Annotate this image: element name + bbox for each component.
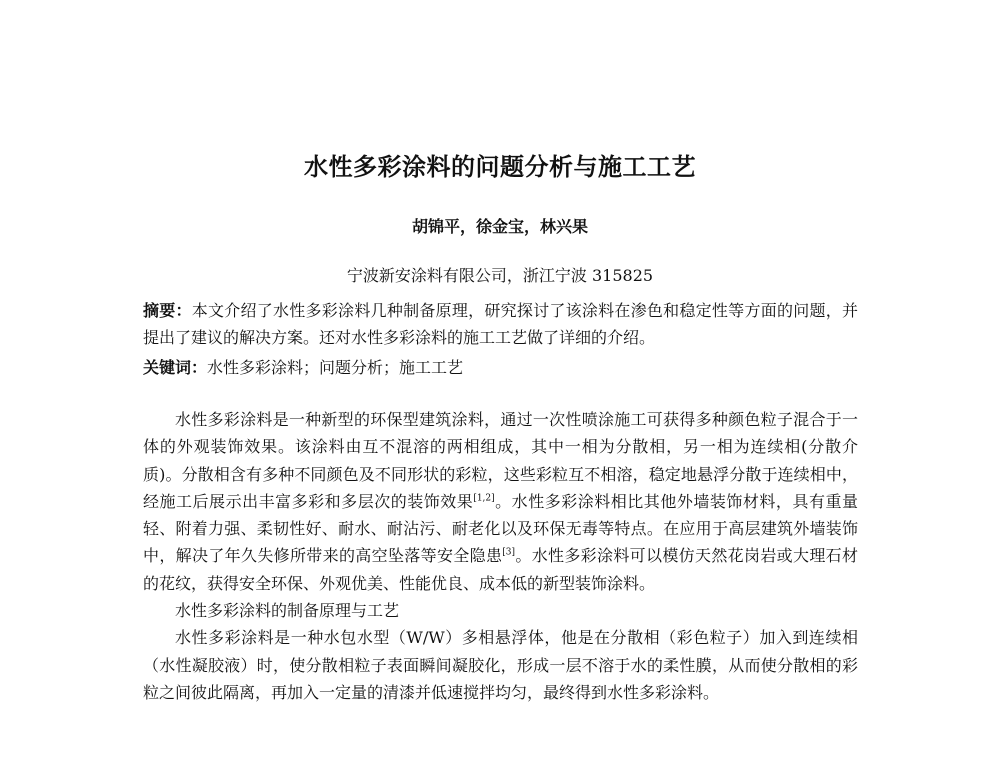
keywords-text: 水性多彩涂料；问题分析；施工工艺 — [207, 358, 464, 377]
intro-text-part-1: 水性多彩涂料是一种新型的环保型建筑涂料，通过一次性喷涂施工可获得多种颜色粒子混合于一体的外观装饰效果。该涂料由互不混溶的两相组成，其中一相为分散相，另一相为连续相(分散介质)。分散相含有多种不同颜色及不同形状的彩粒，这些彩粒互不相溶，稳定地悬浮分散于连续相中，经施工后展示出丰富多彩和多层次的装饰效果 — [143, 410, 858, 511]
author-list: 胡锦平，徐金宝，林兴果 — [411, 217, 588, 236]
intro-text-part-2: 。水性多彩涂料相比其他外墙装饰材料，具有重量轻、附着力强、柔韧性好、耐水、耐沾污、耐老化以及环保无毒等特点。在应用于高层建筑外墙装饰中，解决了年久失修所带来的高空坠落等安全隐患 — [143, 491, 858, 566]
paper-title: 水性多彩涂料的问题分析与施工工艺 — [304, 152, 696, 181]
keywords-label: 关键词： — [143, 358, 208, 377]
body-text — [143, 406, 858, 706]
section-heading: 水性多彩涂料的制备原理与工艺 — [175, 601, 400, 621]
abstract — [143, 297, 858, 351]
citation-ref: [3] — [502, 548, 516, 559]
intro-paragraph — [143, 406, 858, 597]
abstract-label: 摘要： — [143, 301, 192, 320]
abstract-text: 本文介绍了水性多彩涂料几种制备原理，研究探讨了该涂料在渗色和稳定性等方面的问题，并提出了建议的解决方案。还对水性多彩涂料的施工工艺做了详细的介绍。 — [143, 301, 858, 347]
intro-text-part-3: 。水性多彩涂料可以模仿天然花岗岩或大理石材的花纹，获得安全环保、外观优美、性能优良、成本低的新型装饰涂料。 — [143, 546, 858, 593]
affiliation: 宁波新安涂料有限公司，浙江宁波 315825 — [346, 266, 654, 285]
citation-ref: [1,2] — [473, 493, 495, 504]
section-paragraph: 水性多彩涂料是一种水包水型（W/W）多相悬浮体，他是在分散相（彩色粒子）加入到连续相（水性凝胶液）时，使分散相粒子表面瞬间凝胶化，形成一层不溶于水的柔性膜，从而使分散相的彩粒之间彼此隔离，再加入一定量的清漆并低速搅拌均匀，最终得到水性多彩涂料。 — [143, 628, 858, 702]
keywords — [143, 354, 858, 381]
